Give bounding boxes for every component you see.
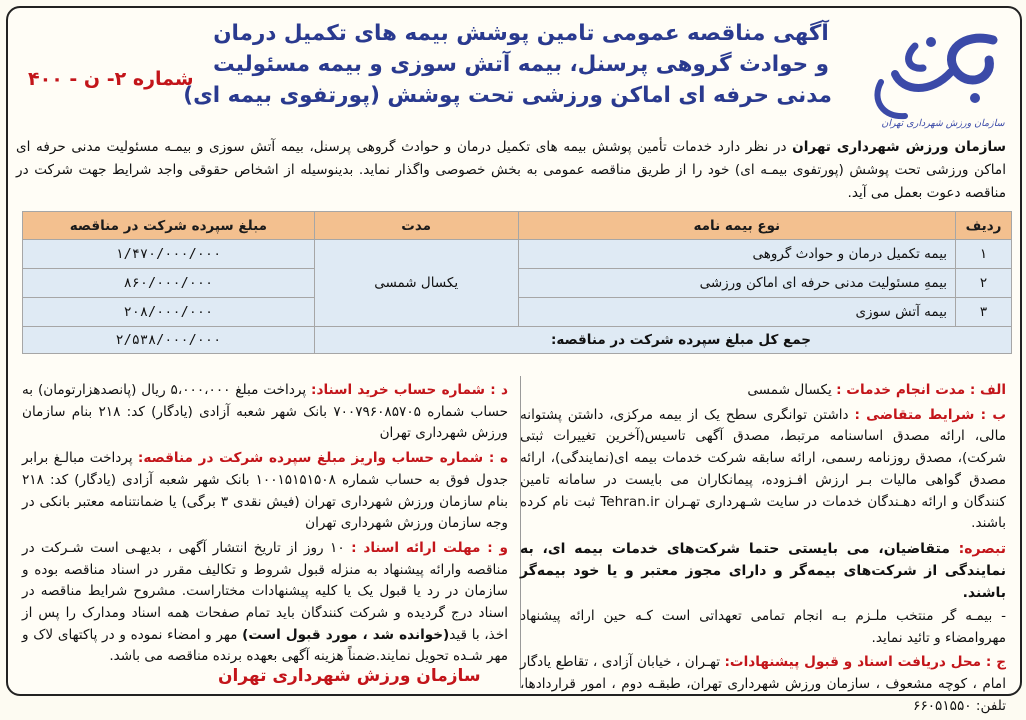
section-tabsare [520,538,1006,604]
insurer-note: - بیمـه گر منتخب ملـزم بـه انجام تمامی تعهداتی است کـه حین ارائه پیشنهاد مهروامضاء و تائید نماید. [520,607,1006,646]
vav-label: و : مهلت ارائه اسناد : [351,539,508,556]
notice-number: شماره ۲- ن - ۴۰۰ [28,68,194,90]
section-alef [520,380,1006,402]
jim-text: تهـران ، خیابان آزادی ، تقاطع یادگار امام ، کوچه مشعوف ، سازمان ورزش شهرداری تهران، طبقـه دوم ، امور قراردادها، تلفن: ۶۶۰۵۱۵۵۰ [520,654,1006,714]
section-he [22,448,508,535]
he-label: ه : شماره حساب واریز مبلغ سپرده شرکت در مناقصه: [137,450,508,467]
jim-label: ج : محل دریافت اسناد و قبول پیشنهادات: [724,654,1006,671]
row-type: بیمهِ مسئولیت مدنی حرفه ای اماکن ورزشی [518,269,955,298]
insurance-table [22,211,1012,354]
row-amount: ۲۰۸/۰۰۰/۰۰۰ [23,298,315,327]
tehran-sports-organization-logo [843,22,1008,132]
signature: سازمان ورزش شهرداری تهران [218,666,481,686]
dal-label: د : شماره حساب خرید اسناد: [311,382,508,398]
logo-text: سازمان ورزش شهرداری تهران [881,118,1005,129]
tabsare-text: متقاضیان، می بایستی حتما شرکت‌های خدمات بیمه ای، به نمایندگی از شرکت‌های بیمه‌گر و دارای مجوز معتبر و یا خود بیمه‌گر باشند. [520,540,1006,601]
table-header-row [23,212,1012,240]
section-jim [520,652,1006,717]
alef-text: یکسال شمسی [747,382,837,398]
total-amount: ۲/۵۳۸/۰۰۰/۰۰۰ [23,327,315,354]
section-be [520,405,1006,535]
header-deposit: مبلغ سپرده شرکت در مناقصه [23,212,315,240]
dal-text: پرداخت مبلغ ۵،۰۰۰،۰۰۰ ریال (پانصدهزارتومان) به حساب شماره ۷۰۰۷۹۶۰۸۵۷۰۵ بانک شهر شعبه آزادی (یادگار) کد: ۲۱۸ بنام سازمان ورزش شهرداری تهران [22,382,508,442]
table-row [23,240,1012,269]
row-index: ۲ [956,269,1012,298]
alef-label: الف : مدت انجام خدمات : [836,382,1006,398]
title-line-1: آگهی مناقصه عمومی تامین پوشش بیمه های تکمیل درمان [213,21,829,46]
title-line-3: مدنی حرفه ای اماکن ورزشی تحت پوشش (پورتفوی بیمه ای) [183,83,832,108]
tabsare-label: تبصره: [958,540,1006,557]
intro-text: در نظر دارد خدمات تأمین پوشش بیمه های تکمیل درمان و حوادث گروهی پرسنل، بیمه آتش سوزی و بیمـه مسئولیت مدنی حرفه ای اماکن ورزشی تحت پوشش (پورتفوی بیمـه ای) خود را از طریق مناقصه عمومی به بخش خصوصی واگذار نماید. بدینوسیله از اشخاص حقوقی واجد شرایط جهت شرکت در مناقصه دعوت بعمل می آید. [16,139,1006,201]
vav-text-2: مهر و امضاء نموده و در پاکتهای لاک و مهر شـده تحویل نمایند.ضمناً هزینه آگهی بعهده برنده مناقصه می باشد. [22,626,508,665]
intro-org: سازمان ورزش شهرداری تهران [792,139,1006,155]
ad-title [183,18,832,111]
row-index: ۱ [956,240,1012,269]
row-type: بیمه آتش سوزی [518,298,955,327]
title-line-2: و حوادث گروهی پرسنل، بیمه آتش سوزی و بیمه مسئولیت [213,52,829,77]
header-duration: مدت [314,212,518,240]
row-type: بیمه تکمیل درمان و حوادث گروهی [518,240,955,269]
intro-paragraph [16,136,1006,205]
he-text: پرداخت مبالـغ برابر جدول فوق به حساب شماره ۱۰۰۱۵۱۵۱۵۰۸ بانک شهر شعبه آزادی (یادگار) کد: ۲۱۸ بنام سازمان ورزش شهرداری تهران (فیش نقدی ۳ برگی) یا ضمانتنامه معتبر بانکی در وجه سازمان ورزش شهرداری تهران [22,450,508,532]
be-label: ب : شرایط متقاضی : [854,406,1006,423]
table-total-row [23,327,1012,354]
section-dal [22,380,508,445]
be-text: داشتن توانگری سطح یک از بیمه مرکزی، داشتن پشتوانه مالی، ارائه مصدق اساسنامه مرتبط، مصدق آگهی تاسیس(آخرین تغییرات ثبتی شرکت)، مصدق روزنامه رسمی، ارائه سابقه شرکت خدمات بیمه ای(نمایندگی)، ارائه مصدق گواهی مالیات بـر ارزش افـزوده، پیمانکاران می بایست در سامانه تامین کنندگان و ارائه دهـندگان خدمات در سایت شـهرداری تهـران Tehran.ir ثبت نام کرده باشند. [520,406,1006,532]
vav-emphasis: (خوانده شد ، مورد قبول است) [242,626,450,643]
payment-column [22,380,508,671]
vav-text-1: ۱۰ روز از تاریخ انتشار آگهی ، بدیهـی است شـرکت در مناقصه وارائه پیشنهاد به منزله قبول شروط و تکالیف مقرر در اسناد مناقصه بوده و سازمان در رد یا قبول یک یا کلیه پیشنهادات مختاراست. مشروح شرایط مناقصه در اسناد درج گردیده و شرکت کنندگان باید تمام صفحات همه اسناد ومدارک را پس از اخذ، با قید [22,539,508,643]
total-label: جمع کل مبلغ سپرده شرکت در مناقصه: [314,327,1011,354]
header-index: ردیف [956,212,1012,240]
row-index: ۳ [956,298,1012,327]
row-amount: ۱/۴۷۰/۰۰۰/۰۰۰ [23,240,315,269]
row-amount: ۸۶۰/۰۰۰/۰۰۰ [23,269,315,298]
tender-advertisement [6,6,1022,714]
section-vav [22,538,508,668]
header-type: نوع بیمه نامه [518,212,955,240]
row-duration: یکسال شمسی [314,240,518,327]
conditions-column [520,380,1006,720]
